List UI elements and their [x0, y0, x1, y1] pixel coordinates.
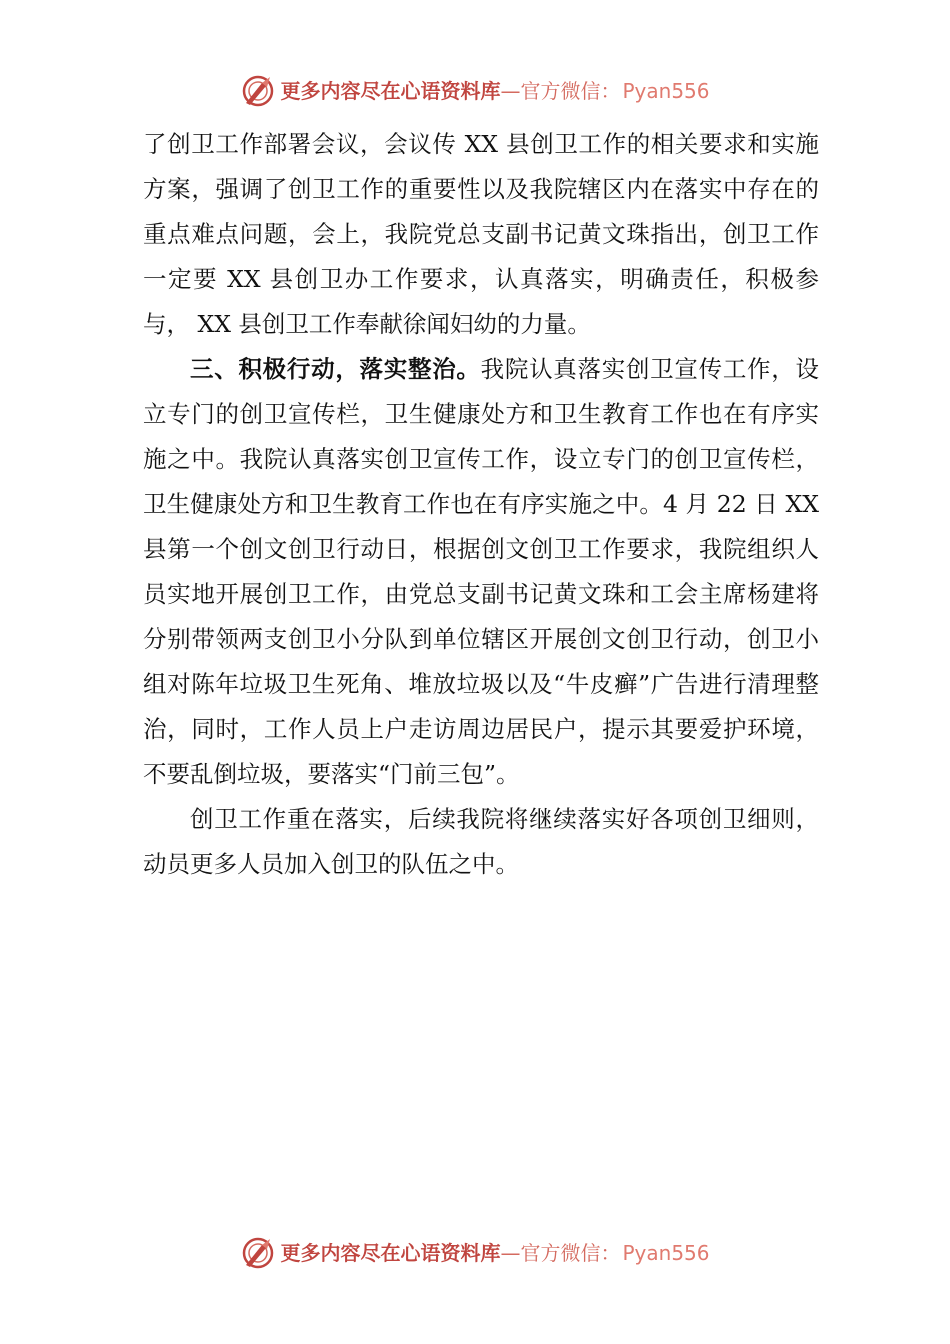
banner-title: 更多内容尽在心语资料库 [280, 1241, 501, 1265]
banner-title: 更多内容尽在心语资料库 [280, 79, 501, 103]
banner-wechat-id: Pyan556 [622, 79, 710, 103]
section-heading: 三、积极行动，落实整治。 [190, 355, 481, 383]
paragraph-2-text: 我院认真落实创卫宣传工作，设立专门的创卫宣传栏，卫生健康处方和卫生教育工作也在有序实施之中。我院认真落实创卫宣传工作，设立专门的创卫宣传栏， 卫生健康处方和卫生教育工作也在有序实施之中。4 月 22 日 XX 县第一个创文创卫行动日，根据创文创卫工作要求，我院组织人员实地开展创卫工作，由党总支副书记黄文珠和工会主席杨建将分别带领两支创卫小分队到单位辖区开展创文创卫行动，创卫小组对陈年垃圾卫生死角、堆放垃圾以及“牛皮癣”广告进行清理整治，同时，工作人员上户走访周边居民户，提示其要爱护环境，不要乱倒垃圾，要落实“门前三包”。 [143, 355, 820, 788]
banner-wechat-label: 官方微信： [520, 1241, 621, 1265]
footer-banner [0, 1228, 950, 1278]
paragraph-2 [143, 347, 819, 797]
quill-pen-logo-icon [240, 1235, 276, 1271]
banner-wechat-label: 官方微信： [520, 79, 621, 103]
document-body [143, 122, 819, 887]
banner-wechat-id: Pyan556 [622, 1241, 710, 1265]
paragraph-3: 创卫工作重在落实，后续我院将继续落实好各项创卫细则，动员更多人员加入创卫的队伍之中。 [143, 805, 819, 878]
quill-pen-logo-icon [240, 73, 276, 109]
banner-separator: — [500, 1241, 521, 1265]
header-banner [0, 66, 950, 116]
banner-separator: — [500, 79, 521, 103]
paragraph-1: 了创卫工作部署会议，会议传 XX 县创卫工作的相关要求和实施方案，强调了创卫工作的重要性以及我院辖区内在落实中存在的重点难点问题，会上，我院党总支副书记黄文珠指出，创卫工作一定要 XX 县创卫办工作要求，认真落实，明确责任，积极参与， XX 县创卫工作奉献徐闻妇幼的力量。 [143, 130, 819, 338]
